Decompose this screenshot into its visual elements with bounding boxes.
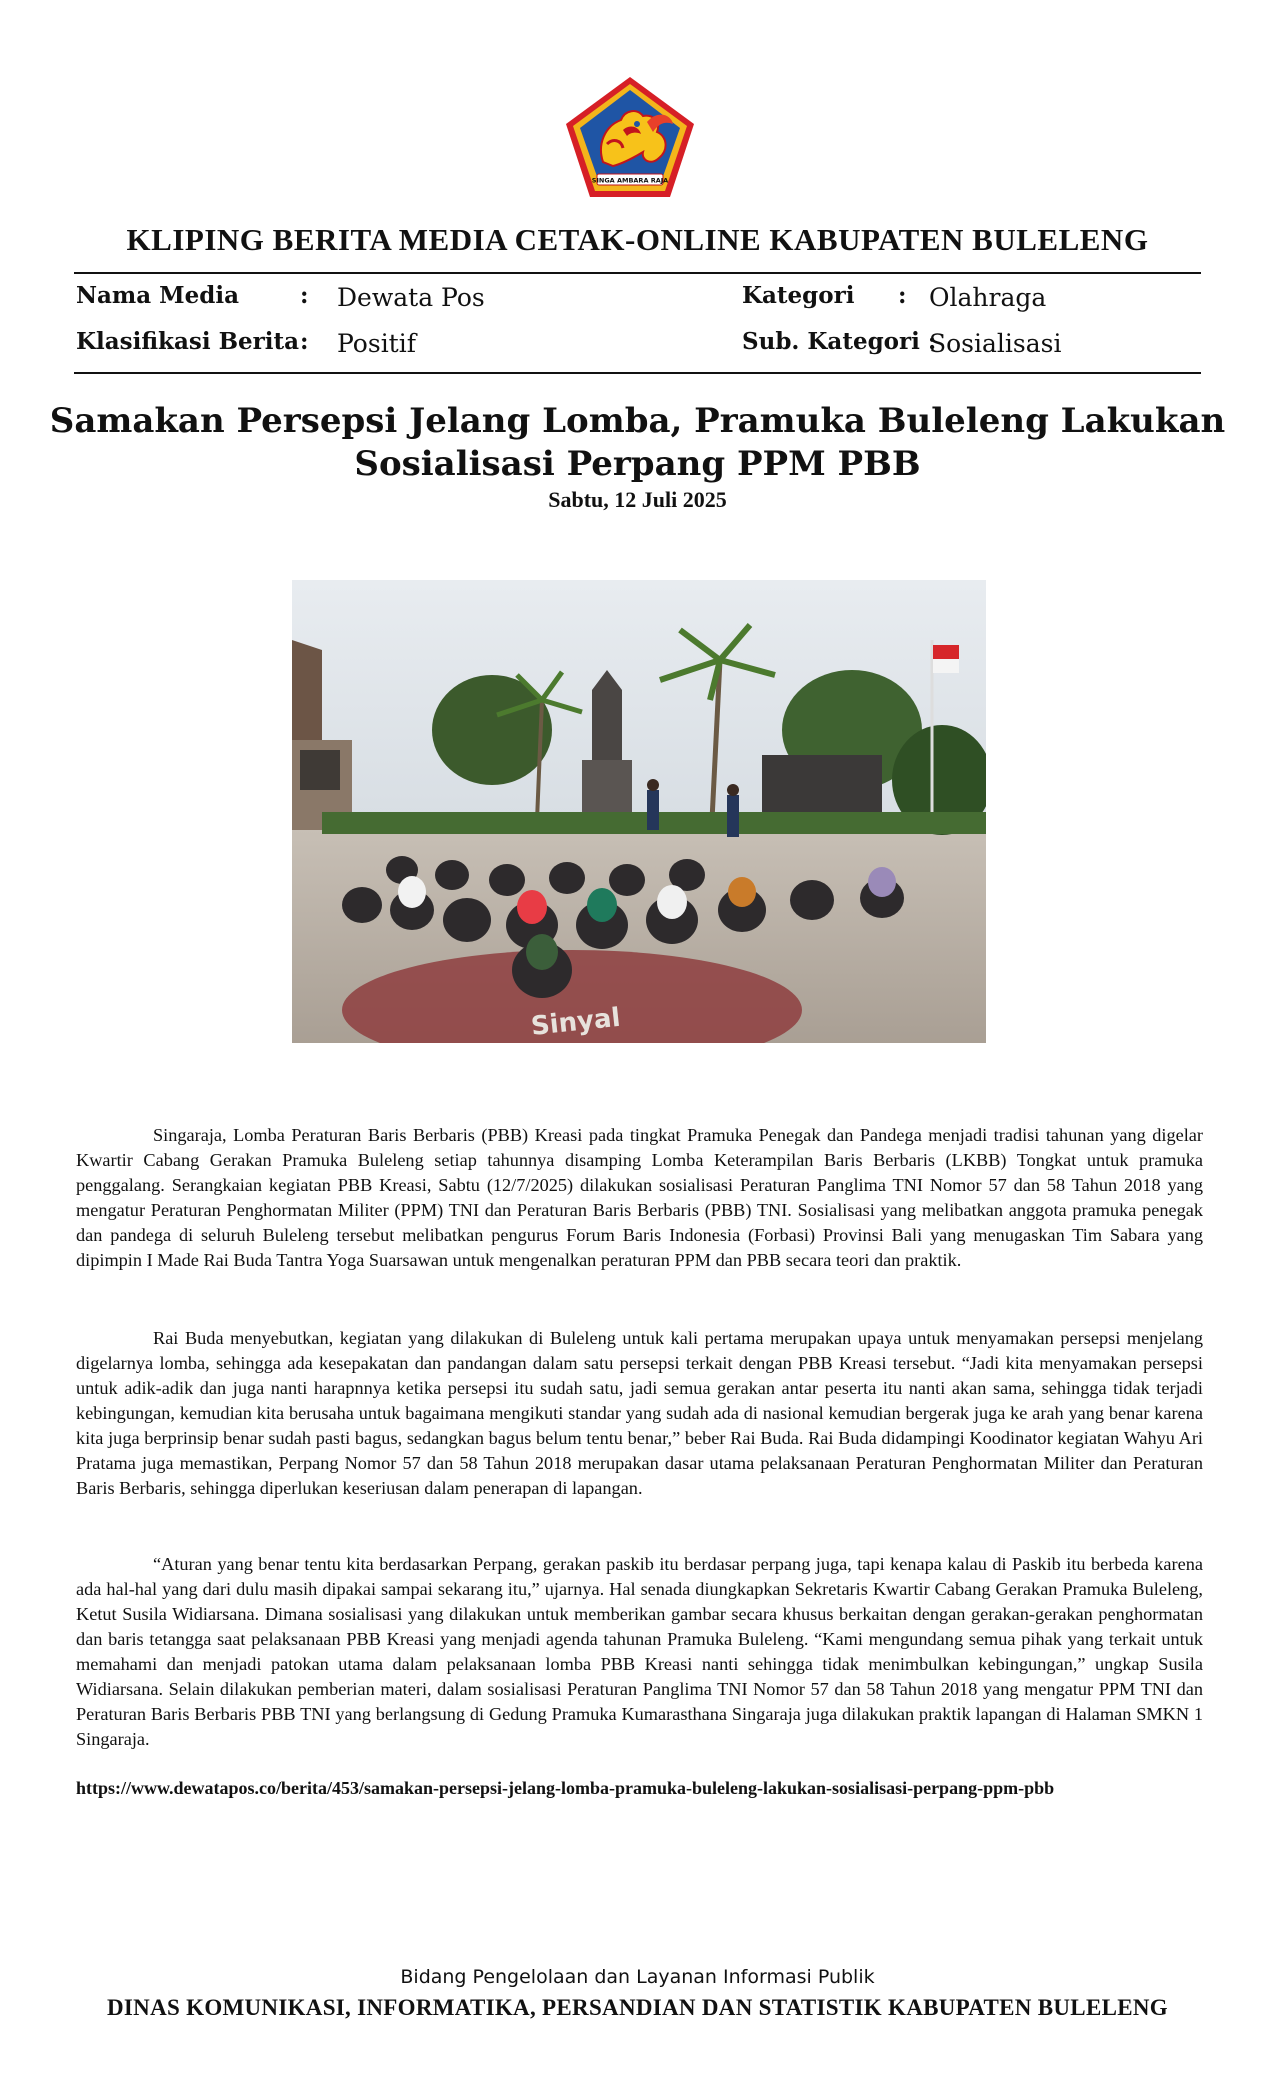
media-value: Dewata Pos	[337, 283, 485, 312]
subkategori-value: Sosialisasi	[929, 329, 1062, 358]
klasifikasi-value: Positif	[337, 329, 416, 358]
article-paragraph-2: Rai Buda menyebutkan, kegiatan yang dilakukan di Buleleng untuk kali pertama merupakan upaya untuk menyamakan persepsi menjelang digelarnya lomba, sehingga ada kesepakatan dan pandangan dalam satu persepsi terkait dengan PBB Kreasi tersebut. “Jadi kita menyamakan persepsi untuk adik-adik dan juga nanti harapnnya ketika persepsi itu sudah satu, jadi semua gerakan antar peserta itu nanti akan sama, sehingga tidak terjadi kebingungan, kemudian kita berusaha untuk bagaimana mengikuti standar yang sudah ada di nasional kemudian bergerak juga ke arah yang benar karena kita juga berprinsip benar sudah pasti bagus, sedangkan bagus belum tentu benar,” beber Rai Buda. Rai Buda didampingi Koodinator kegiatan Wahyu Ari Pratama juga memastikan, Perpang Nomor 57 dan 58 Tahun 2018 merupakan dasar utama pelaksanaan Peraturan Penghormatan Militer dan Peraturan Baris Berbaris, sehingga diperlukan keseriusan dalam penerapan di lapangan.	[76, 1328, 1203, 1498]
svg-text:Sinyal: Sinyal	[529, 1002, 622, 1042]
kategori-colon: :	[898, 282, 907, 309]
kategori-value: Olahraga	[929, 283, 1047, 312]
source-link[interactable]: https://www.dewatapos.co/berita/453/samakan-persepsi-jelang-lomba-pramuka-buleleng-lakukan-sosialisasi-perpang-ppm-pbb	[76, 1778, 1055, 1798]
subkategori-label: Sub. Kategori :	[742, 328, 937, 355]
article-paragraph-1: Singaraja, Lomba Peraturan Baris Berbaris (PBB) Kreasi pada tingkat Pramuka Penegak dan Pandega menjadi tradisi tahunan yang digelar Kwartir Cabang Gerakan Pramuka Buleleng setiap tahunnya disamping Lomba Keterampilan Baris Berbaris (LKBB) Tongkat untuk pramuka penggalang. Serangkaian kegiatan PBB Kreasi, Sabtu (12/7/2025) dilakukan sosialisasi Peraturan Panglima TNI Nomor 57 dan 58 Tahun 2018 yang mengatur Peraturan Penghormatan Militer (PPM) TNI dan Peraturan Baris Berbaris (PBB) TNI. Sosialisasi yang melibatkan anggota pramuka penegak dan pandega di seluruh Buleleng tersebut melibatkan pengurus Forum Baris Indonesia (Forbasi) Provinsi Bali yang menugaskan Tim Sabara yang dipimpin I Made Rai Buda Tantra Yoga Suarsawan untuk mengenalkan peraturan PPM dan PBB secara teori dan praktik.	[76, 1125, 1203, 1270]
article-body	[76, 1123, 1203, 1273]
buleleng-regency-logo	[563, 74, 697, 200]
footer-agency: DINAS KOMUNIKASI, INFORMATIKA, PERSANDIAN DAN STATISTIK KABUPATEN BULELENG	[107, 1995, 1168, 2020]
header-bottom-rule	[74, 372, 1201, 374]
kategori-label: Kategori	[742, 282, 855, 309]
article-paragraph-3: “Aturan yang benar tentu kita berdasarkan Perpang, gerakan paskib itu berdasar perpang juga, tapi kenapa kalau di Paskib itu berbeda karena ada hal-hal yang dari dulu masih dipakai sampai sekarang itu,” ujarnya. Hal senada diungkapkan Sekretaris Kwartir Cabang Gerakan Pramuka Buleleng, Ketut Susila Widiarsana. Dimana sosialisasi yang dilakukan untuk memberikan gambar secara khusus berkaitan dengan gerakan-gerakan penghormatan dan baris tetangga saat pelaksanaan PBB Kreasi yang menjadi agenda tahunan Pramuka Buleleng. “Kami mengundang semua pihak yang terkait untuk memahami dan menjadi patokan utama dalam pelaksanaan lomba PBB Kreasi nanti sehingga tidak menimbulkan kebingungan,” ungkap Susila Widiarsana. Selain dilakukan pemberian materi, dalam sosialisasi Peraturan Panglima TNI Nomor 57 dan 58 Tahun 2018 yang mengatur PPM TNI dan Peraturan Baris Berbaris PBB TNI yang berlangsung di Gedung Pramuka Kumarasthana Singaraja juga dilakukan praktik lapangan di Halaman SMKN 1 Singaraja.	[76, 1554, 1203, 1749]
header-top-rule	[74, 272, 1201, 274]
klasifikasi-colon: :	[300, 328, 309, 355]
article-photo	[292, 580, 986, 1043]
media-label: Nama Media	[76, 282, 239, 309]
article-headline-line1: Samakan Persepsi Jelang Lomba, Pramuka Buleleng Lakukan	[49, 401, 1226, 441]
article-headline-line2: Sosialisasi Perpang PPM PBB	[354, 444, 921, 484]
klasifikasi-label: Klasifikasi Berita	[76, 328, 300, 355]
clipping-banner-title: KLIPING BERITA MEDIA CETAK-ONLINE KABUPATEN BULELENG	[126, 222, 1149, 257]
svg-text:SINGA AMBARA RAJA: SINGA AMBARA RAJA	[591, 176, 669, 185]
article-body-3	[76, 1552, 1203, 1752]
footer-division: Bidang Pengelolaan dan Layanan Informasi Publik	[400, 1966, 875, 1988]
media-colon: :	[300, 282, 309, 309]
article-body-2	[76, 1326, 1203, 1501]
article-date: Sabtu, 12 Juli 2025	[548, 487, 727, 512]
